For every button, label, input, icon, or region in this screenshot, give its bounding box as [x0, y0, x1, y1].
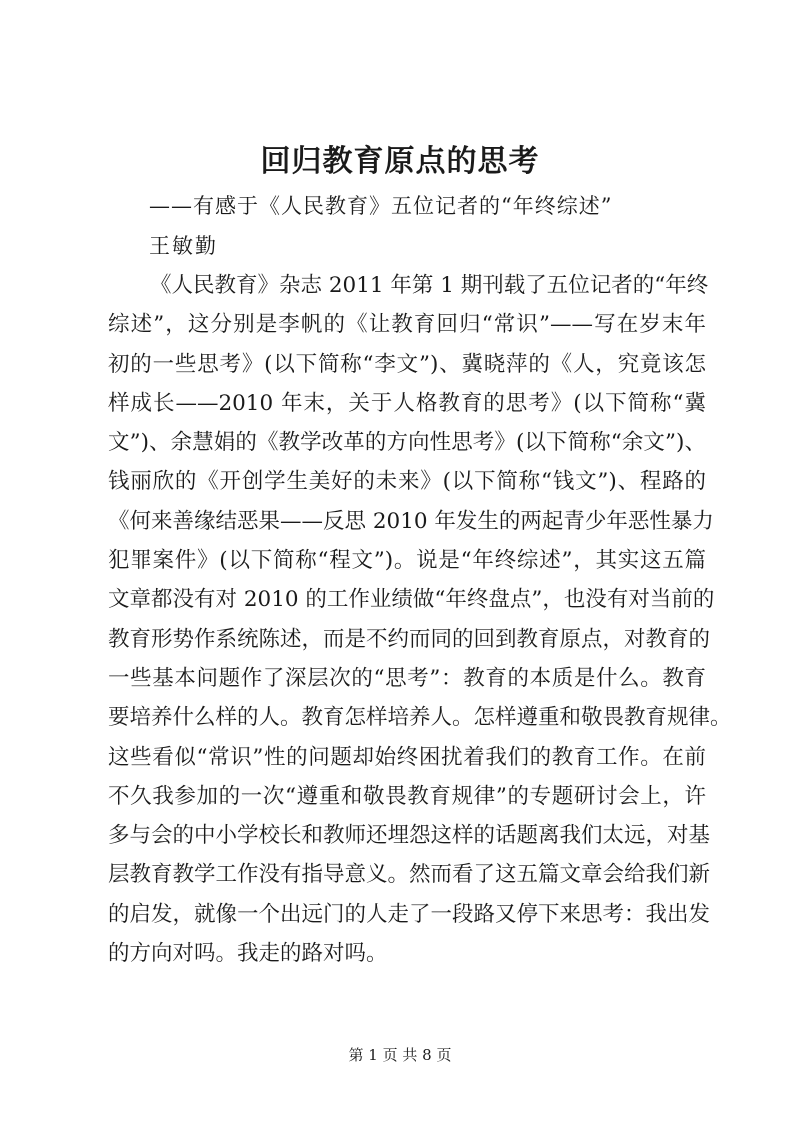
paragraph-line: 教育形势作系统陈述，而是不约而同的回到教育原点，对教育的: [108, 626, 711, 652]
body-paragraph: [108, 266, 732, 973]
author-name: 王敏勤: [149, 234, 218, 258]
paragraph-line: 一些基本问题作了深层次的“思考”：教育的本质是什么。教育: [108, 665, 706, 691]
paragraph-line: 这些看似“常识”性的问题却始终困扰着我们的教育工作。在前: [108, 744, 706, 770]
paragraph-line: 《人民教育》杂志 2011 年第 1 期刊载了五位记者的“年终: [150, 273, 709, 298]
paragraph-line: 多与会的中小学校长和教师还埋怨这样的话题离我们太远，对基: [108, 823, 711, 849]
paragraph-line: 犯罪案件》(以下简称“程文”)。说是“年终综述”，其实这五篇: [108, 548, 706, 574]
paragraph-line: 初的一些思考》(以下简称“李文”)、冀晓萍的《人，究竟该怎: [108, 351, 706, 377]
page-number-footer: 第 1 页 共 8 页: [348, 1046, 452, 1064]
paragraph-line: 要培养什么样的人。教育怎样培养人。怎样遵重和敬畏教育规律。: [108, 705, 732, 731]
paragraph-line: 文”)、余慧娟的《教学改革的方向性思考》(以下简称“余文”)、: [108, 430, 706, 456]
paragraph-line: 钱丽欣的《开创学生美好的未来》(以下简称“钱文”)、程路的: [108, 469, 706, 495]
paragraph-line: 的启发，就像一个出远门的人走了一段路又停下来思考：我出发: [108, 901, 711, 927]
paragraph-line: 层教育教学工作没有指导意义。然而看了这五篇文章会给我们新: [108, 862, 711, 888]
document-title: 回归教育原点的思考: [260, 144, 540, 179]
paragraph-line: 的方向对吗。我走的路对吗。: [108, 941, 388, 967]
document-subtitle: ——有感于《人民教育》五位记者的“年终综述”: [149, 194, 613, 218]
paragraph-line: 样成长——2010 年末，关于人格教育的思考》(以下简称“冀: [108, 390, 706, 416]
paragraph-line: 文章都没有对 2010 的工作业绩做“年终盘点”，也没有对当前的: [108, 587, 715, 613]
paragraph-line: 不久我参加的一次“遵重和敬畏教育规律”的专题研讨会上，许: [108, 783, 706, 809]
paragraph-line: 综述”，这分别是李帆的《让教育回归“常识”——写在岁末年: [108, 312, 706, 338]
paragraph-line: 《何来善缘结恶果——反思 2010 年发生的两起青少年恶性暴力: [108, 508, 714, 534]
